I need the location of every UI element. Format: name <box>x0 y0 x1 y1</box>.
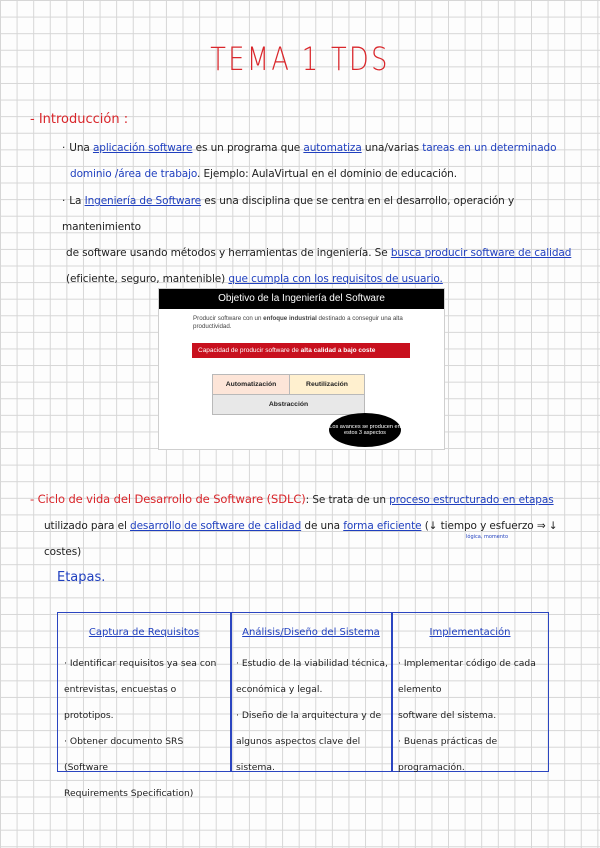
intro-paragraph-2: · La Ingeniería de Software es una disciplina que se centra en el desarrollo, operación y mantenimiento de software usando métodos y herramientas de ingeniería. Se busca producir software de calidad (eficiente, seguro, mantenible) que cumpla con los requisitos de usuario. <box>62 188 582 292</box>
slide-header: Objetivo de la Ingeniería del Software <box>159 289 444 309</box>
cell-automatizacion: Automatización <box>212 374 290 395</box>
col-head-implementacion: Implementación <box>429 627 511 638</box>
cell-abstraccion: Abstracción <box>212 394 365 415</box>
slide-figure <box>158 288 445 450</box>
sdlc-paragraph: - Ciclo de vida del Desarrollo de Software (SDLC): Se trata de un proceso estructurado en etapas utilizado para el desarrollo de software de calidad de una forma eficiente (↓ tiempo y esfuerzo ⇒ ↓ costes) <box>30 492 558 558</box>
col-body-implementacion: · Implementar código de cada elemento software del sistema. · Buenas prácticas de programación. <box>398 658 536 773</box>
etapas-table <box>57 612 549 799</box>
intro-heading: - Introducción : <box>30 112 129 127</box>
col-head-analisis: Análisis/Diseño del Sistema <box>242 627 380 638</box>
col-body-analisis: · Estudio de la viabilidad técnica, económica y legal. · Diseño de la arquitectura y de algunos aspectos clave del sistema. <box>236 658 388 773</box>
sdlc-note: lógica, momento <box>466 534 509 540</box>
slide-description: Producir software con un enfoque industrial destinado a conseguir una alta productividad. <box>193 315 403 330</box>
cell-reutilizacion: Reutilización <box>289 374 365 395</box>
page-title: TEMA 1 TDS <box>210 40 390 78</box>
etapas-heading: Etapas. <box>57 570 106 585</box>
col-head-requisitos: Captura de Requisitos <box>88 627 200 638</box>
slide-quality-banner: Capacidad de producir software de alta calidad a bajo coste <box>192 343 410 358</box>
slide-callout-oval: Los avances se producen en estos 3 aspectos <box>329 413 401 447</box>
col-body-requisitos: · Identificar requisitos ya sea con entrevistas, encuestas o prototipos. · Obtener documento SRS (Software Requirements Specification) <box>64 658 217 799</box>
intro-paragraph-1: · Una aplicación software es un programa que automatiza una/varias tareas en un determinado dominio /área de trabajo. Ejemplo: AulaVirtual en el dominio de educación. <box>62 135 582 187</box>
